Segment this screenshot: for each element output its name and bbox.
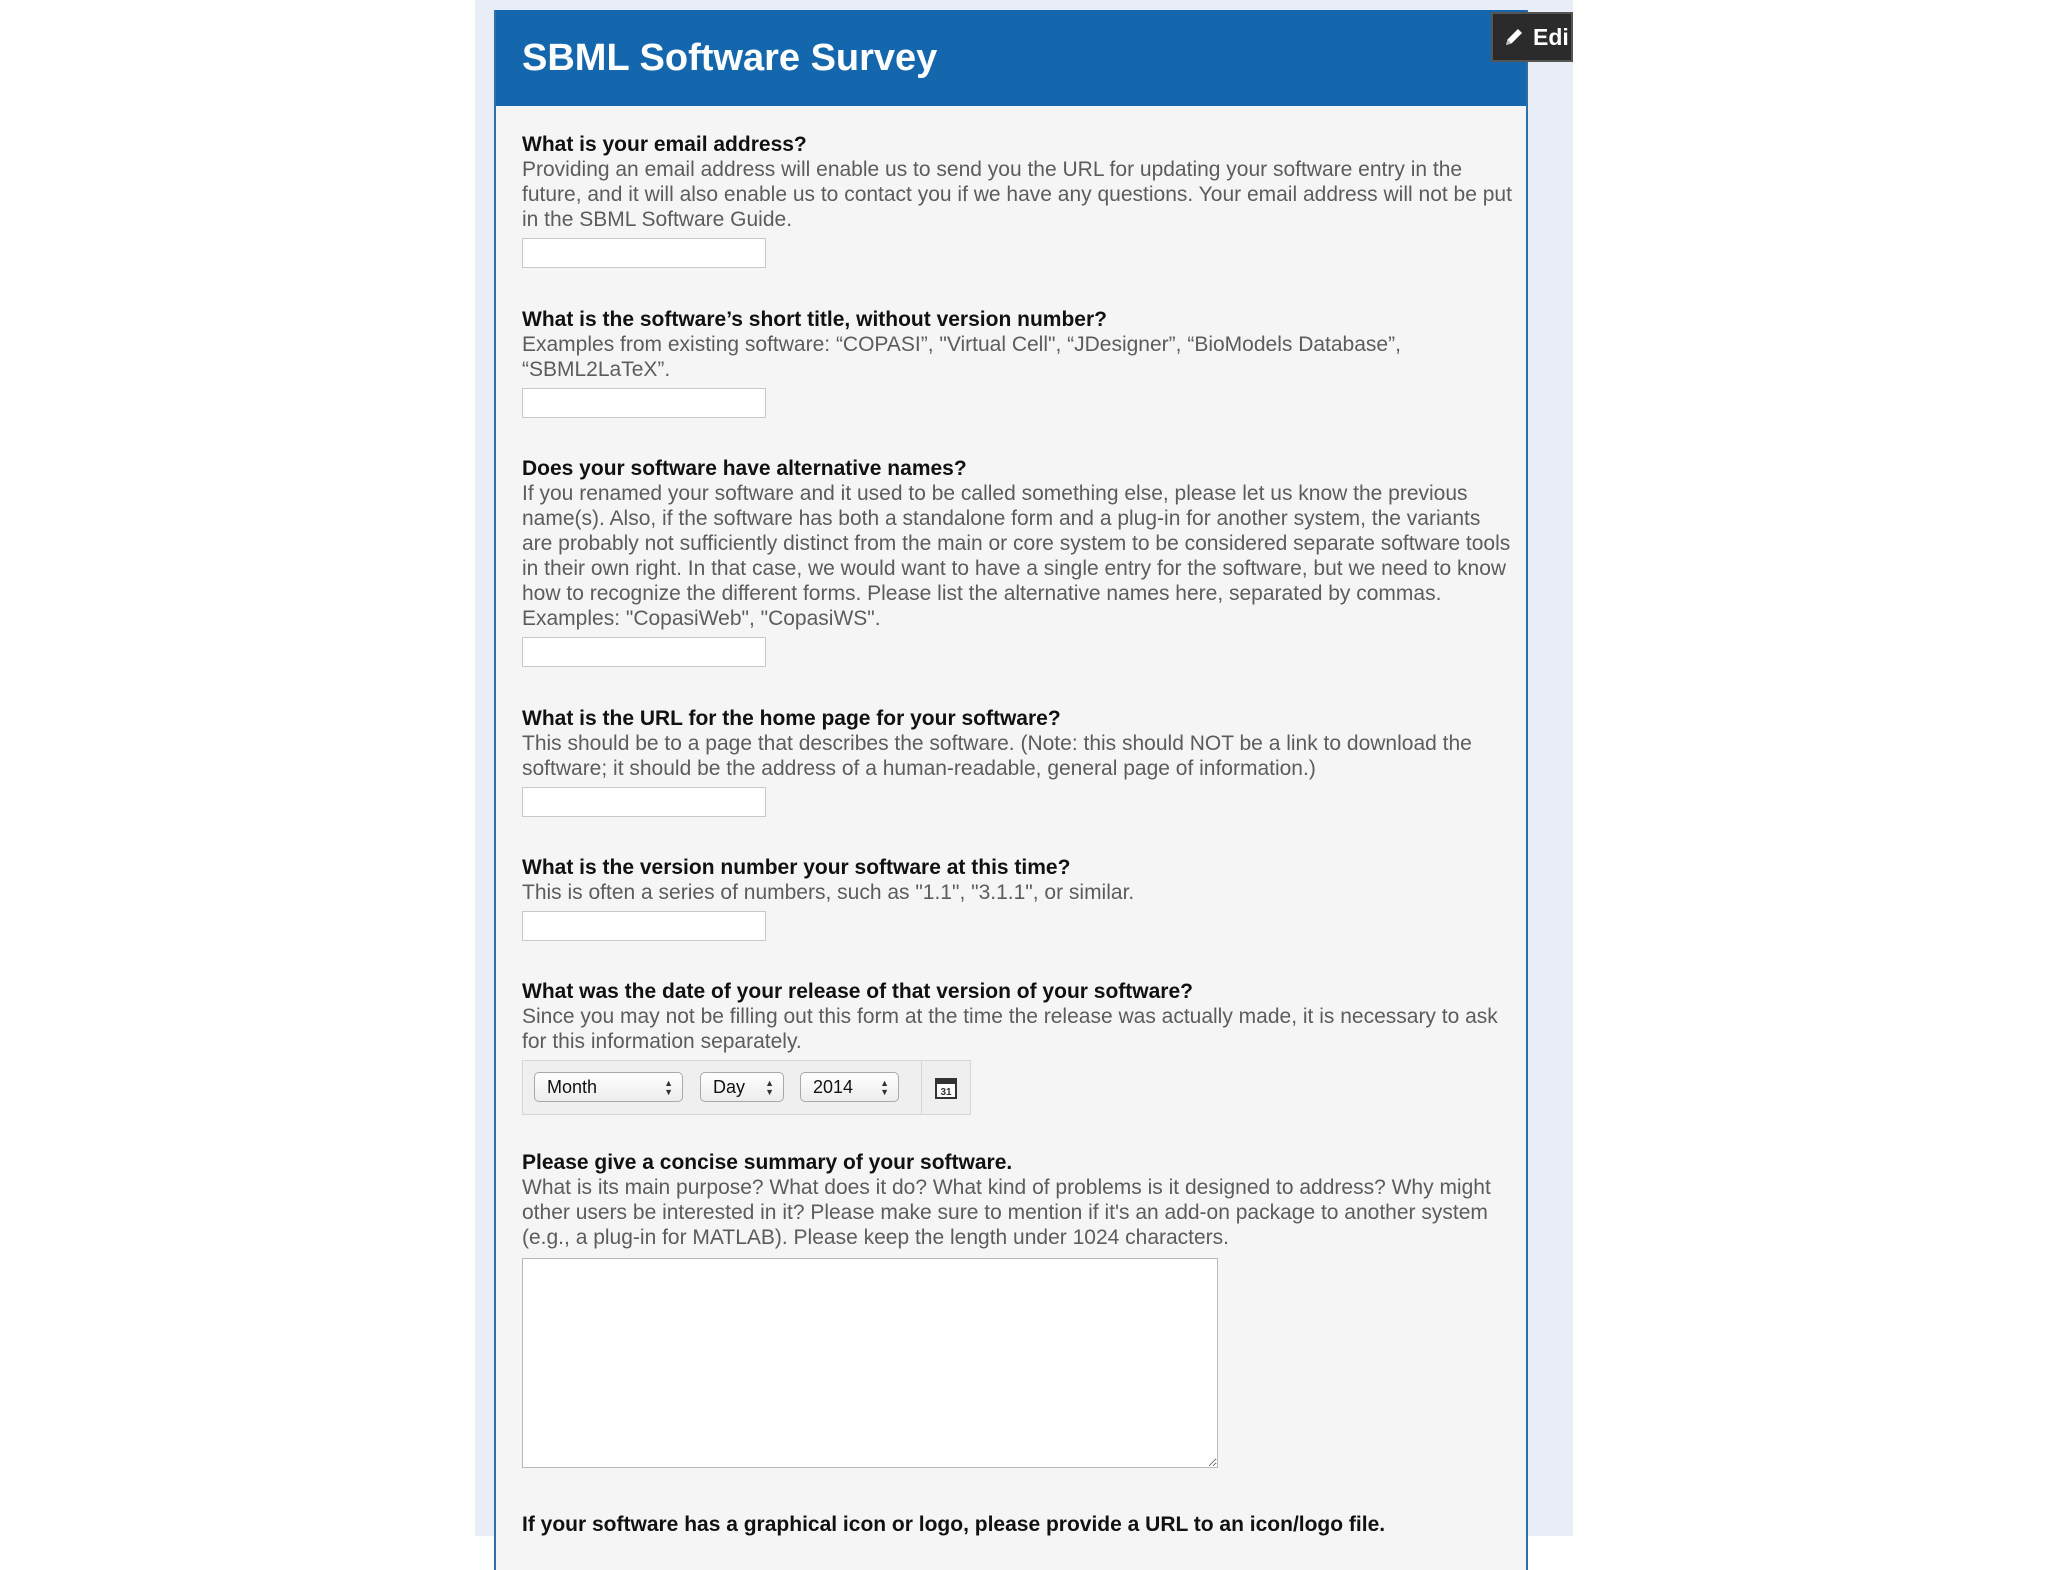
short-title-input[interactable] — [522, 388, 766, 418]
calendar-icon-day: 31 — [940, 1087, 952, 1098]
question-version-title: What is the version number your software at this time? — [522, 856, 1071, 879]
edit-button[interactable] — [1491, 12, 1573, 62]
question-summary-help: What is its main purpose? What does it do? What kind of problems is it designed to address? Why might other users be interested in it? Please make sure to mention if it's an add-on package to another system (e.g., a plug-in for MATLAB). Please keep the length under 1024 characters. — [522, 1176, 1491, 1249]
question-short-title-help: Examples from existing software: “COPASI”, "Virtual Cell", “JDesigner”, “BioModels Database”, “SBML2LaTeX”. — [522, 333, 1401, 381]
question-release-date-help: Since you may not be filling out this form at the time the release was actually made, it is necessary to ask for this information separately. — [522, 1005, 1498, 1053]
form-header — [496, 10, 1526, 106]
question-homepage-help: This should be to a page that describes the software. (Note: this should NOT be a link to download the software; it should be the address of a human-readable, general page of information.) — [522, 732, 1472, 780]
question-alt-names — [522, 456, 1512, 667]
question-email-help: Providing an email address will enable us to send you the URL for updating your software entry in the future, and it will also enable us to contact you if we have any questions. Your email address will not be put in the SBML Software Guide. — [522, 158, 1512, 231]
question-logo-title: If your software has a graphical icon or logo, please provide a URL to an icon/logo file. — [522, 1513, 1386, 1536]
day-select-value: Day — [713, 1077, 746, 1097]
pencil-icon — [1503, 26, 1525, 48]
homepage-url-input[interactable] — [522, 787, 766, 817]
alt-names-input[interactable] — [522, 637, 766, 667]
question-version-help: This is often a series of numbers, such as "1.1", "3.1.1", or similar. — [522, 881, 1135, 904]
question-release-date — [522, 979, 1512, 1115]
survey-form — [494, 10, 1528, 1570]
question-alt-names-help: If you renamed your software and it used to be called something else, please let us know the previous name(s). Also, if the software has both a standalone form and a plug-in for another system, the variants are probably not sufficiently distinct from the main or core system to be considered separate software tools in their own right. In that case, we would want to have a single entry for the software, but we need to know how to recognize the different forms. Please list the alternative names here, separated by commas. Examples: "CopasiWeb", "CopasiWS". — [522, 482, 1511, 630]
month-select[interactable] — [534, 1072, 683, 1102]
up-down-arrows-icon: ▲ ▼ — [880, 1078, 889, 1097]
calendar-icon[interactable] — [935, 1077, 957, 1099]
version-input[interactable] — [522, 911, 766, 941]
question-summary-title: Please give a concise summary of your software. — [522, 1151, 1013, 1174]
question-summary — [522, 1150, 1512, 1468]
month-select-value: Month — [547, 1077, 598, 1097]
year-select[interactable] — [800, 1072, 899, 1102]
date-divider — [921, 1061, 922, 1114]
up-down-arrows-icon: ▲ ▼ — [664, 1078, 673, 1097]
question-version — [522, 855, 1512, 941]
question-short-title — [522, 307, 1512, 418]
form-title: SBML Software Survey — [522, 36, 938, 79]
question-email-title: What is your email address? — [522, 133, 807, 156]
year-select-value: 2014 — [813, 1077, 854, 1097]
question-homepage — [522, 706, 1512, 817]
email-input[interactable] — [522, 238, 766, 268]
question-email — [522, 132, 1512, 268]
question-alt-names-title: Does your software have alternative names? — [522, 457, 967, 480]
summary-textarea[interactable] — [522, 1258, 1218, 1468]
question-logo — [522, 1512, 1512, 1537]
question-release-date-title: What was the date of your release of that version of your software? — [522, 980, 1193, 1003]
edit-button-label: Edi — [1533, 23, 1569, 50]
question-short-title-title: What is the software’s short title, without version number? — [522, 308, 1107, 331]
up-down-arrows-icon: ▲ ▼ — [765, 1078, 774, 1097]
question-homepage-title: What is the URL for the home page for your software? — [522, 707, 1061, 730]
date-picker — [522, 1060, 971, 1115]
day-select[interactable] — [700, 1072, 784, 1102]
